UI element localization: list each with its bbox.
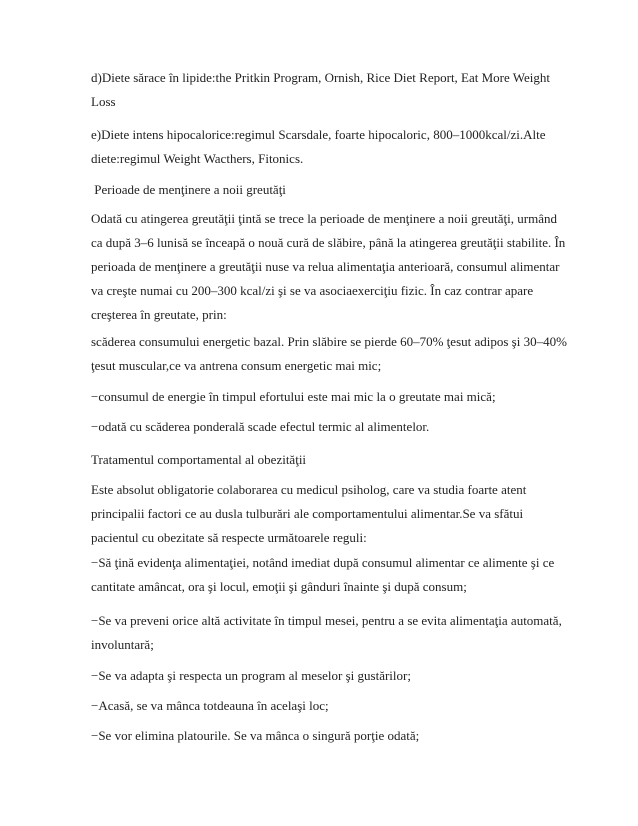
text-line: −Se va adapta şi respecta un program al meselor şi gustărilor; xyxy=(91,668,411,683)
paragraph-hypocaloric-diets xyxy=(91,123,561,171)
text-line: e)Diete intens hipocalorice:regimul Scarsdale, foarte hipocaloric, 800–1000kcal/zi.Alte xyxy=(91,127,546,142)
text-line: principalii factori ce au dusla tulburări ale comportamentului alimentar.Se va sfătui xyxy=(91,506,524,521)
list-item-energy-effort xyxy=(91,385,561,409)
text-line: involuntară; xyxy=(91,637,154,652)
list-item-thermic-effect xyxy=(91,415,561,439)
list-item-single-portion xyxy=(91,724,561,748)
text-line: −Acasă, se va mânca totdeauna în acelaşi loc; xyxy=(91,698,329,713)
list-item-food-diary xyxy=(91,551,561,599)
paragraph-basal-energy xyxy=(91,330,567,378)
list-item-no-other-activity xyxy=(91,609,561,657)
text-line: −consumul de energie în timpul efortului este mai mic la o greutate mai mică; xyxy=(91,389,496,404)
paragraph-low-fat-diets xyxy=(91,66,561,114)
text-line: Este absolut obligatorie colaborarea cu medicul psiholog, care va studia foarte atent xyxy=(91,482,527,497)
list-item-same-place xyxy=(91,694,561,718)
list-item-meal-schedule xyxy=(91,664,561,688)
text-line: −Se vor elimina platourile. Se va mânca o singură porţie odată; xyxy=(91,728,420,743)
text-line: −Să ţină evidenţa alimentaţiei, notând imediat după consumul alimentar ce alimente şi ce xyxy=(91,555,555,570)
text-line: −odată cu scăderea ponderală scade efectul termic al alimentelor. xyxy=(91,419,430,434)
text-line: Odată cu atingerea greutăţii ţintă se trece la perioade de menţinere a noii greutăţi, urmând xyxy=(91,211,557,226)
paragraph-maintenance-period xyxy=(91,207,566,327)
text-line: scăderea consumului energetic bazal. Prin slăbire se pierde 60–70% ţesut adipos şi 30–40% xyxy=(91,334,567,349)
text-line: Loss xyxy=(91,94,116,109)
text-line: Perioade de menţinere a noii greutăţi xyxy=(91,182,286,197)
text-line: perioada de menţinere a greutăţii nuse va relua alimentaţia anterioară, consumul alimentar xyxy=(91,259,560,274)
text-line: pacientul cu obezitate să respecte următoarele reguli: xyxy=(91,530,367,545)
text-line: −Se va preveni orice altă activitate în timpul mesei, pentru a se evita alimentaţia automată, xyxy=(91,613,562,628)
text-line: ca după 3–6 lunisă se înceapă o nouă cură de slăbire, până la atingerea greutăţii stabilite. În xyxy=(91,235,566,250)
section-heading-behavioral-treatment xyxy=(91,448,561,472)
text-line: va creşte numai cu 200–300 kcal/zi şi se va asociaexerciţiu fizic. În caz contrar apare xyxy=(91,283,534,298)
text-line: creşterea în greutate, prin: xyxy=(91,307,227,322)
text-line: d)Diete sărace în lipide:the Pritkin Program, Ornish, Rice Diet Report, Eat More Weight xyxy=(91,70,551,85)
paragraph-psychologist xyxy=(91,478,561,550)
text-line: cantitate amâncat, ora şi locul, emoţii şi gânduri înainte şi după consum; xyxy=(91,579,467,594)
text-line: diete:regimul Weight Wacthers, Fitonics. xyxy=(91,151,304,166)
text-line: Tratamentul comportamental al obezităţii xyxy=(91,452,307,467)
section-heading-maintenance xyxy=(91,178,561,202)
text-line: ţesut muscular,ce va antrena consum energetic mai mic; xyxy=(91,358,382,373)
